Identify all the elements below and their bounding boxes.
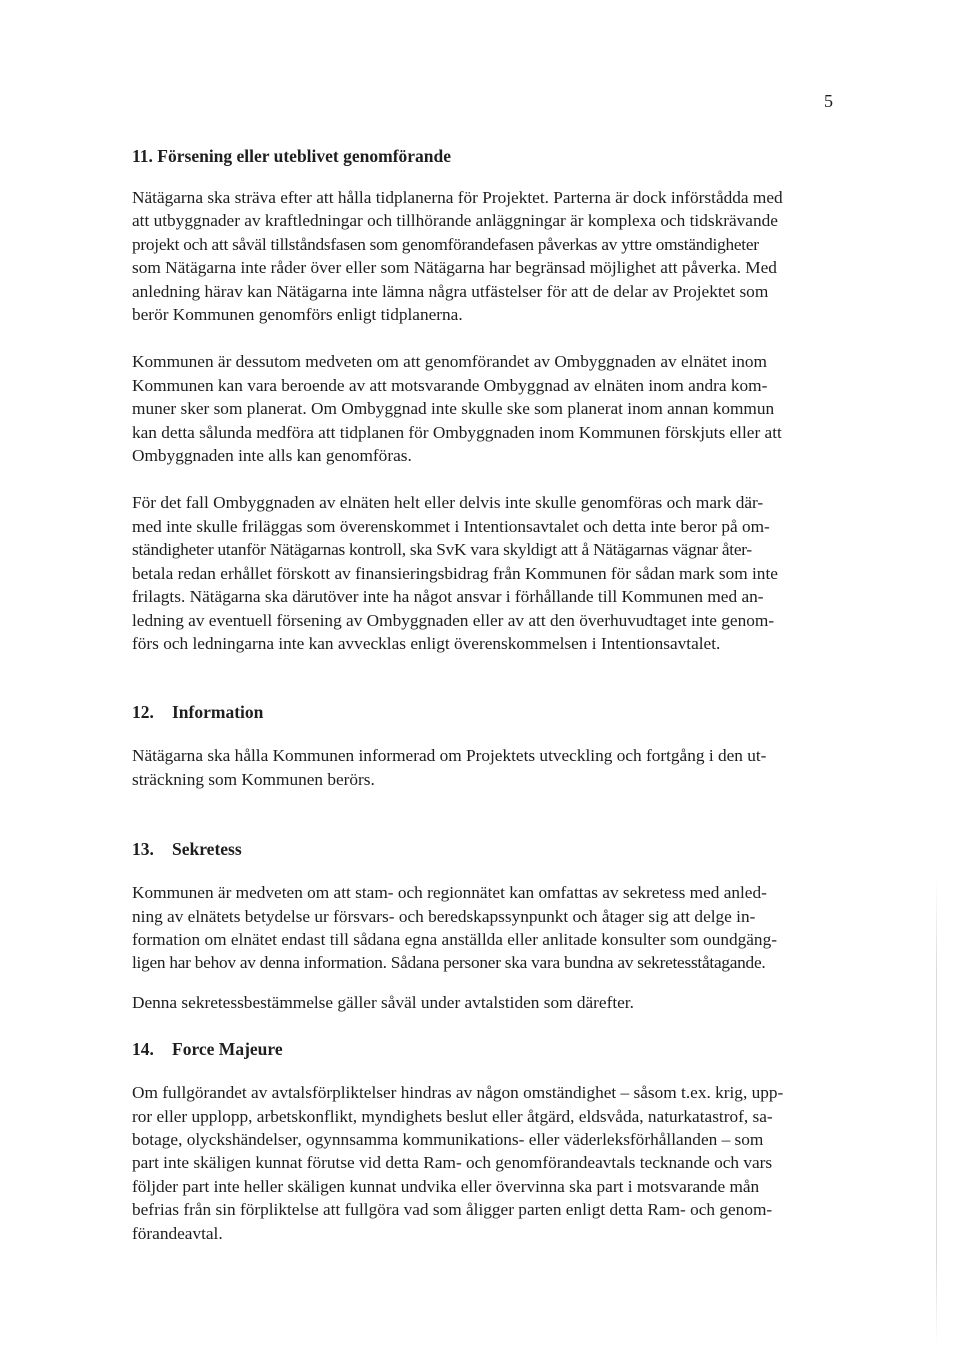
paragraph xyxy=(132,491,832,655)
paragraph xyxy=(132,744,832,791)
text-line: betala redan erhållet förskott av finansieringsbidrag från Kommunen för sådan mark som inte xyxy=(132,563,778,583)
text-line: Nätägarna ska sträva efter att hålla tidplanerna för Projektet. Parterna är dock införstådda med xyxy=(132,188,783,207)
text-line: ständigheter utanför Nätägarnas kontroll, ska SvK vara skyldigt att å Nätägarnas vägnar åter- xyxy=(132,540,752,560)
paragraph xyxy=(132,881,832,975)
paragraph xyxy=(132,991,832,1014)
text-line: anledning härav kan Nätägarna inte lämna några utfästelser för att de delar av Projektet som xyxy=(132,281,769,301)
text-line: formation om elnätet endast till sådana egna anställda eller anlitade konsulter som oundgäng- xyxy=(132,929,777,949)
text-line: frilagts. Nätägarna ska därutöver inte ha något ansvar i förhållande till Kommunen med an- xyxy=(132,587,764,607)
text-line: förs och ledningarna inte kan avvecklas enligt överenskommelsen i Intentionsavtalet. xyxy=(132,633,721,653)
text-line: Ombyggnaden inte alls kan genomföras. xyxy=(132,446,412,466)
text-line: som Nätägarna inte råder över eller som Nätägarna har begränsad möjlighet att påverka. Med xyxy=(132,258,777,278)
paragraph xyxy=(132,1081,832,1245)
section-number: 13. xyxy=(132,839,154,860)
text-line: botage, olyckshändelser, ogynnsamma kommunikations- eller väderleksförhållanden – som xyxy=(132,1129,764,1149)
section-12 xyxy=(132,700,832,791)
text-line: Denna sekretessbestämmelse gäller såväl under avtalstiden som därefter. xyxy=(132,992,634,1012)
section-heading xyxy=(132,837,832,861)
text-line: berör Kommunen genomförs enligt tidplanerna. xyxy=(132,305,463,325)
text-line: projekt och att såväl tillståndsfasen som genomförandefasen påverkas av yttre omständigheter xyxy=(132,234,759,254)
text-line: ning av elnätets betydelse ur försvars- och beredskapssynpunkt och åtager sig att delge in- xyxy=(132,906,756,926)
text-line: förandeavtal. xyxy=(132,1223,223,1243)
section-heading xyxy=(132,700,832,724)
section-number: 11. xyxy=(132,146,153,166)
section-number: 12. xyxy=(132,702,154,723)
paragraph xyxy=(132,350,832,467)
text-line: part inte skäligen kunnat förutse vid detta Ram- och genomförandeavtals tecknande och vars xyxy=(132,1153,773,1173)
paragraph xyxy=(132,186,832,326)
section-13 xyxy=(132,837,832,1014)
text-line: befrias från sin förpliktelse att fullgöra vad som åligger parten enligt detta Ram- och genom- xyxy=(132,1200,773,1220)
text-line: För det fall Ombyggnaden av elnäten helt eller delvis inte skulle genomföras och mark där- xyxy=(132,493,764,513)
text-line: sträckning som Kommunen berörs. xyxy=(132,769,375,789)
text-line: ledning av eventuell försening av Ombyggnaden eller av att den överhuvudtaget inte genom- xyxy=(132,610,775,630)
section-number: 14. xyxy=(132,1039,154,1060)
section-11 xyxy=(132,144,832,655)
text-line: ror eller upplopp, arbetskonflikt, myndighets beslut eller åtgärd, eldsvåda, naturkatastrof, sa- xyxy=(132,1106,773,1126)
text-line: Nätägarna ska hålla Kommunen informerad om Projektets utveckling och fortgång i den ut- xyxy=(132,746,767,766)
page-number: 5 xyxy=(824,91,833,111)
text-line: Om fullgörandet av avtalsförpliktelser hindras av någon omständighet – såsom t.ex. krig, upp- xyxy=(132,1083,784,1103)
section-title: Force Majeure xyxy=(172,1039,283,1060)
text-line: följder part inte heller skäligen kunnat undvika eller övervinna ska part i motsvarande mån xyxy=(132,1176,760,1196)
text-line: att utbyggnader av kraftledningar och tillhörande anläggningar är komplexa och tidskrävande xyxy=(132,211,778,231)
text-line: ligen har behov av denna information. Sådana personer ska vara bundna av sekretesståtagande. xyxy=(132,953,766,973)
section-title: Sekretess xyxy=(172,839,242,860)
text-line: kan detta sålunda medföra att tidplanen för Ombyggnaden inom Kommunen förskjuts eller att xyxy=(132,422,782,442)
text-line: Kommunen är medveten om att stam- och regionnätet kan omfattas av sekretess med anled- xyxy=(132,883,767,903)
text-line: med inte skulle friläggas som överenskommet i Intentionsavtalet och detta inte beror på om- xyxy=(132,516,770,536)
text-line: muner sker som planerat. Om Ombyggnad inte skulle ske som planerat inom annan kommun xyxy=(132,399,775,419)
scan-edge-line xyxy=(936,880,937,1350)
section-14 xyxy=(132,1037,832,1245)
section-title: Försening eller uteblivet genomförande xyxy=(157,146,452,166)
section-title: Information xyxy=(172,702,264,723)
text-line: Kommunen kan vara beroende av att motsvarande Ombyggnad av elnäten inom andra kom- xyxy=(132,375,768,395)
document-body xyxy=(132,144,832,1245)
section-heading xyxy=(132,1037,832,1061)
text-line: Kommunen är dessutom medveten om att genomförandet av Ombyggnaden av elnätet inom xyxy=(132,352,767,372)
section-heading xyxy=(132,144,832,168)
